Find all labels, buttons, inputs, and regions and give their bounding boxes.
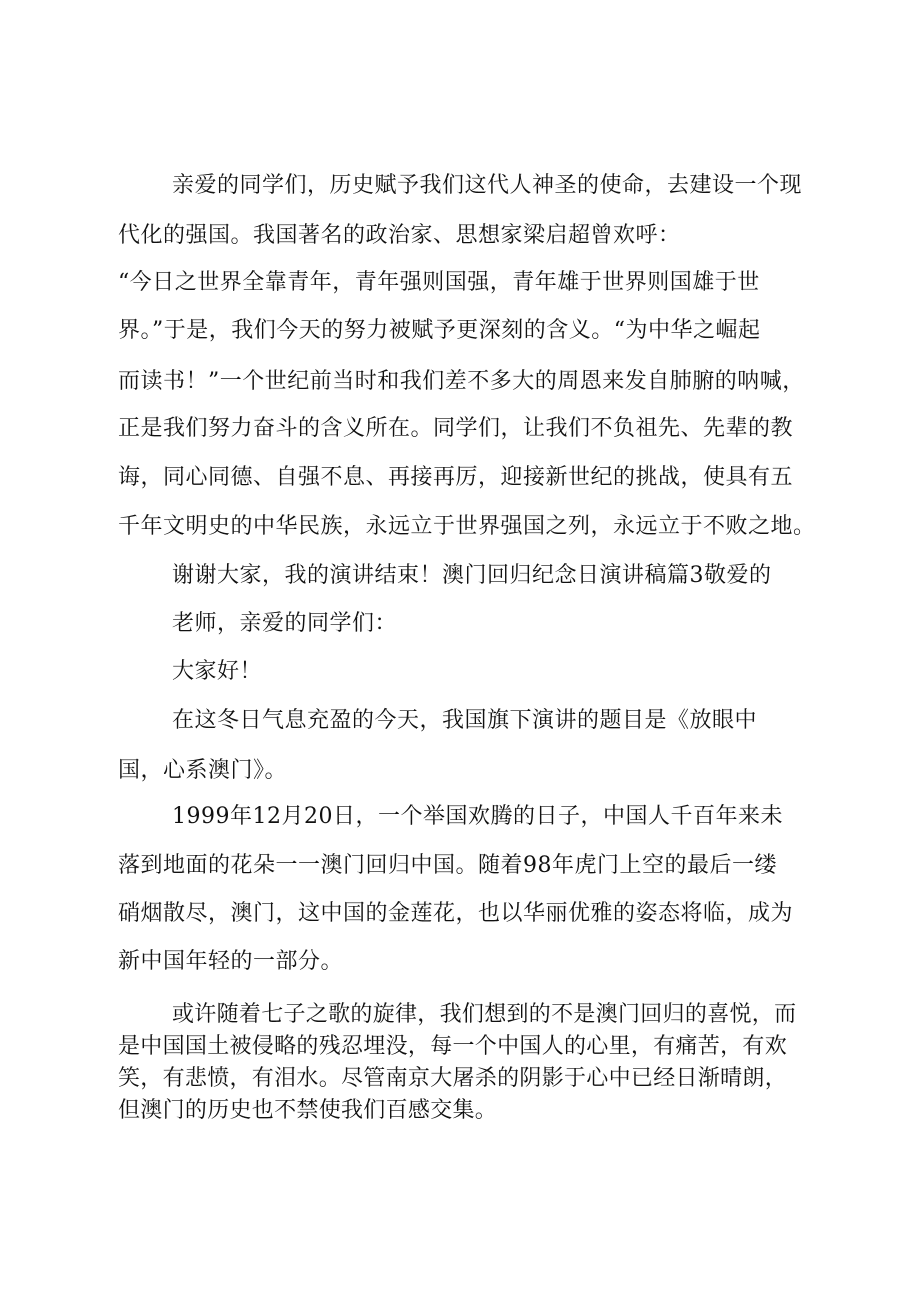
- text-line: 或许随着七子之歌的旋律，我们想到的不是澳门回归的喜悦，而: [172, 1002, 797, 1027]
- text-line: 落到地面的花朵一一澳门回归中国。随着98年虎门上空的最后一缕: [118, 853, 777, 878]
- text-line: 笑，有悲愤，有泪水。尽管南京大屠杀的阴影于心中已经日渐晴朗，: [118, 1066, 788, 1091]
- text-line: 正是我们努力奋斗的含义所在。同学们，让我们不负祖先、先辈的教: [118, 416, 794, 441]
- text-line: 界。”于是，我们今天的努力被赋予更深刻的含义。“为中华之崛起: [118, 318, 761, 343]
- text-line: 是中国国土被侵略的残忍埋没，每一个中国人的心里，有痛苦，有欢: [118, 1034, 788, 1059]
- text-line: 大家好！: [172, 659, 263, 684]
- text-line: 但澳门的历史也不禁使我们百感交集。: [118, 1098, 498, 1123]
- text-line: 而读书！”一个世纪前当时和我们差不多大的周恩来发自肺腑的呐喊，: [118, 369, 805, 394]
- text-line: “今日之世界全靠青年，青年强则国强，青年雄于世界则国雄于世: [118, 270, 760, 295]
- text-line: 老师，亲爱的同学们：: [172, 611, 398, 636]
- text-line: 新中国年轻的一部分。: [118, 949, 344, 974]
- text-line: 亲爱的同学们，历史赋予我们这代人神圣的使命，去建设一个现: [172, 173, 803, 198]
- text-line: 诲，同心同德、自强不息、再接再厉，迎接新世纪的挑战，使具有五: [118, 465, 794, 490]
- text-line: 谢谢大家，我的演讲结束！澳门回归纪念日演讲稿篇3敬爱的: [172, 563, 772, 588]
- text-line: 代化的强国。我国著名的政治家、思想家梁启超曾欢呼：: [118, 223, 681, 248]
- text-line: 在这冬日气息充盈的今天，我国旗下演讲的题目是《放眼中: [172, 708, 758, 733]
- text-line: 硝烟散尽，澳门，这中国的金莲花，也以华丽优雅的姿态将临，成为: [118, 901, 794, 926]
- text-line: 国，心系澳门》。: [118, 758, 288, 783]
- text-line: 千年文明史的中华民族，永远立于世界强国之列，永远立于不败之地。: [118, 514, 816, 539]
- text-line: 1999年12月20日，一个举国欢腾的日子，中国人千百年来未: [172, 804, 783, 829]
